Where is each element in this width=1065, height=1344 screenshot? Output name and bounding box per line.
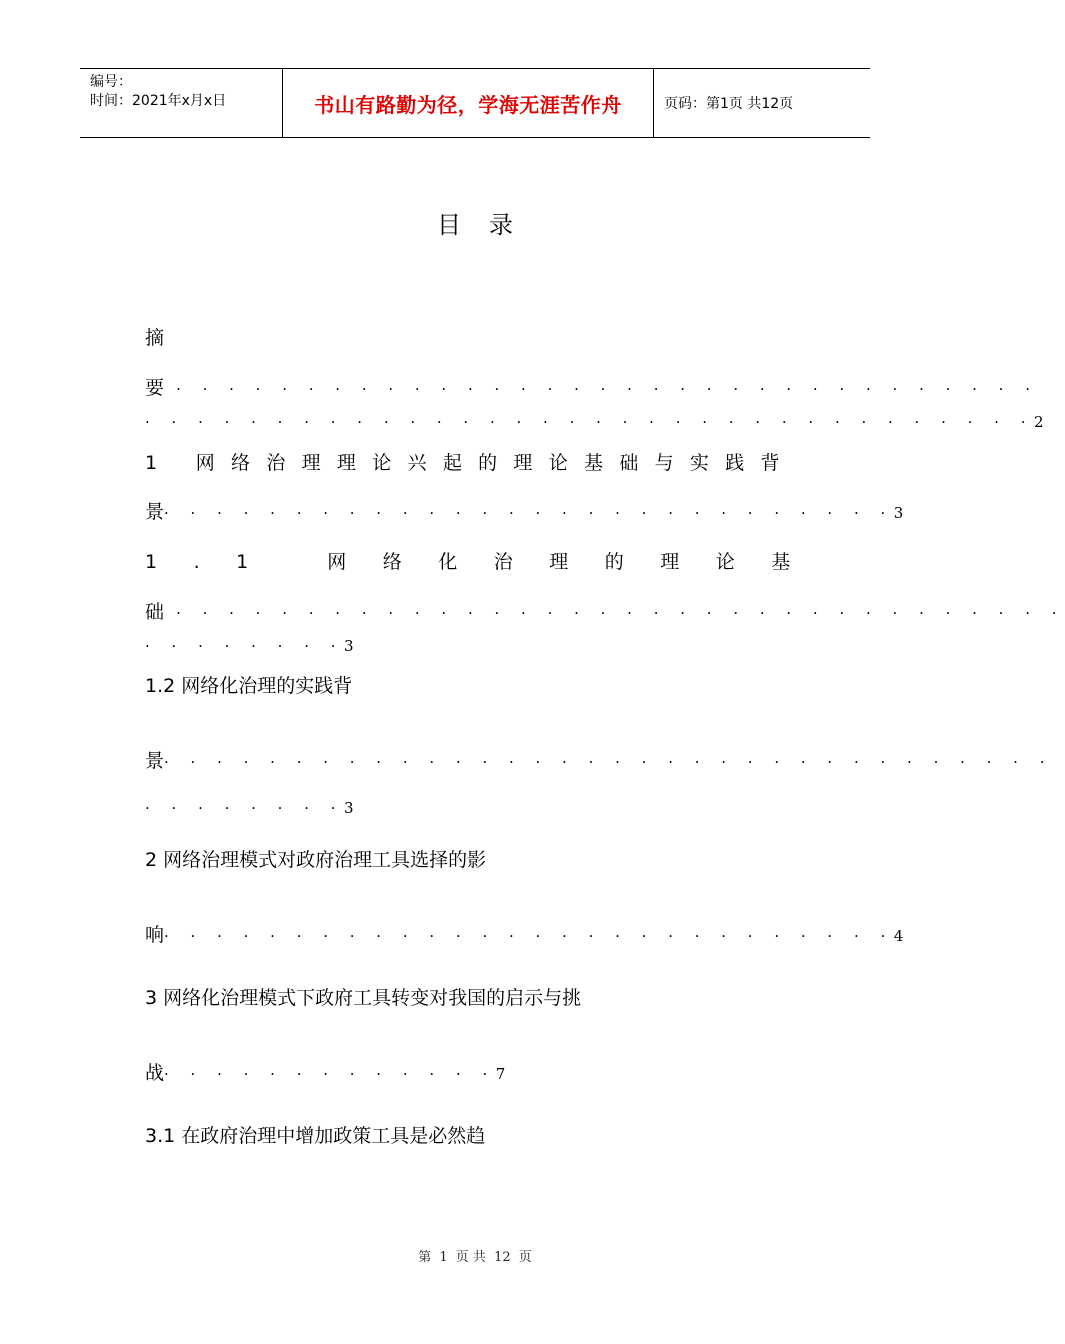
motto-text: 书山有路勤为径，学海无涯苦作舟 [314,92,622,117]
toc-line [145,1121,485,1148]
toc-line [145,448,807,475]
toc-page-number: 2 [1033,413,1044,431]
toc-dots: · · · · · · · · · · · · · · · · · · · · · · · · · · · · · · · · · · [145,413,1034,431]
toc-text: 摘 [145,327,165,349]
toc-dots: · · · · · · · · · · · · · · · · · · · · · · · · · · · · · · · · · · [176,604,1065,622]
footer-total-pages: 12 [494,1250,511,1265]
toc-line [145,410,1044,432]
toc-page-number: 4 [893,927,904,945]
toc-line [145,323,164,350]
toc-text: 响 [145,924,165,946]
toc-text: 础 [145,601,165,623]
toc-dots: · · · · · · · · · · · · · · · · · · · · · · · · · · · · [164,927,894,945]
toc-line [145,373,1039,400]
footer-suffix: 页 [518,1250,532,1265]
footer-current-page: 1 [439,1250,448,1265]
toc-text: 1.1 网络化治理的理论基 [145,551,827,573]
toc-dots: · · · · · · · · · · · · · · · · · · · · · · · · · · · · · · · · · [176,380,1039,398]
toc-text: 景 [145,750,165,772]
toc-title: 目录 [437,211,541,239]
toc-text: 景 [145,501,165,523]
header-meta [80,69,282,137]
footer-prefix: 第 [418,1250,432,1265]
toc-line [145,671,352,698]
page-footer [0,1246,950,1265]
toc-text: 1.2 网络化治理的实践背 [145,675,353,697]
header-page-info [654,69,870,137]
toc-text: 1 网络治理理论兴起的理论基础与实践背 [145,452,796,474]
toc-line [145,547,827,574]
toc-text: 3.1 在政府治理中增加政策工具是必然趋 [145,1125,486,1147]
document-header [80,68,870,138]
toc-dots: · · · · · · · · · · · · · · · · · · · · · · · · · · · · · · · · · · [164,753,1053,771]
toc-text: 2 网络治理模式对政府治理工具选择的影 [145,849,487,871]
footer-mid: 页 共 [455,1250,486,1265]
page-info-text: 页码：第1页 共12页 [664,96,794,112]
toc-line [145,983,581,1010]
toc-page-number: 3 [893,504,904,522]
toc-text: 战 [145,1062,165,1084]
toc-line [145,597,1065,624]
toc-dots: · · · · · · · · [145,799,345,817]
toc-dots: · · · · · · · · [145,637,345,655]
number-label: 编号： [90,74,132,90]
toc-line [145,796,354,818]
toc-line [145,746,1053,773]
toc-page-number: 7 [495,1065,506,1083]
toc-line [145,634,354,656]
toc-dots: · · · · · · · · · · · · · · · · · · · · · · · · · · · · [164,504,894,522]
toc-line [145,845,486,872]
toc-dots: · · · · · · · · · · · · · [164,1065,496,1083]
toc-line [145,497,903,524]
toc-text: 要 [145,377,165,399]
toc-text: 3 网络化治理模式下政府工具转变对我国的启示与挑 [145,987,582,1009]
toc-page-number: 3 [344,637,354,655]
date-label: 时间：2021年x月x日 [90,93,227,109]
header-motto-cell [282,69,654,137]
toc-line [145,1058,505,1085]
toc-page-number: 3 [344,799,354,817]
toc-line [145,920,903,947]
